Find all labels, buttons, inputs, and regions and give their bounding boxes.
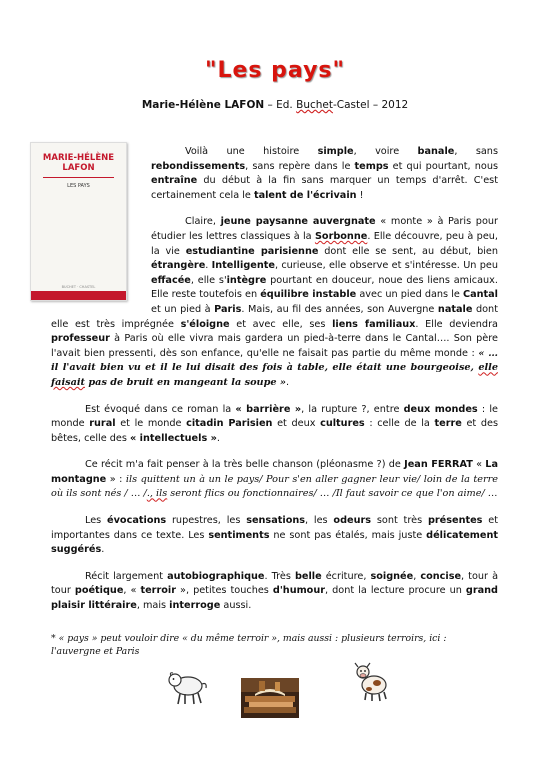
text-run: et deux — [272, 418, 321, 430]
byline-year: 2012 — [381, 99, 409, 111]
footnote: * « pays » peut vouloir dire « du même terroir », mais aussi : plusieurs terroirs, ici : l'auvergne et Paris — [51, 633, 447, 657]
bold-run: autobiographique — [167, 570, 265, 582]
byline — [0, 99, 550, 111]
bold-run: délicatement suggérés — [51, 529, 498, 556]
text-run: . Mais, au fil des années, son Auvergne — [241, 303, 438, 315]
bold-run: professeur — [51, 333, 110, 345]
book-cover-author-line2: LAFON — [62, 163, 95, 173]
text-run: à Paris où elle vivra mais gardera un pied-à-terre dans le Cantal…. Son père l'avait bien pressenti, dès son enfance, qu'elle ne faisait pas partie du même monde : — [51, 333, 498, 359]
text-run: , sans repère dans le — [245, 160, 355, 172]
bold-run: s'éloigne — [180, 318, 230, 330]
bold-run: étrangère — [151, 260, 206, 272]
text-run: et des bêtes, celle des — [51, 418, 499, 444]
text-run: ! — [356, 189, 364, 201]
text-run: « — [472, 459, 486, 471]
text-run: . Elle deviendra — [415, 318, 498, 330]
book-float-spacer — [51, 145, 151, 303]
text-run: , mais — [136, 600, 170, 612]
bold-run: odeurs — [333, 515, 372, 527]
text-run: dont elle se sent, au début, bien — [318, 245, 499, 257]
text-run: . — [216, 432, 220, 444]
text-run: . — [285, 376, 290, 388]
byline-publisher: Buchet — [296, 99, 333, 111]
bold-run: cultures — [320, 418, 365, 430]
text-run: Ce récit m'a fait penser à la très belle chanson (pléonasme ?) de — [85, 459, 405, 471]
bold-run: équilibre instable — [260, 289, 357, 301]
bold-run: terroir — [140, 585, 176, 597]
text-run: », petites touches — [176, 585, 273, 597]
text-run: aussi. — [220, 600, 252, 612]
lyrics-run: ils quittent un à un le pays/ Pour s'en aller gagner leur vie/ loin de la terre où ils sont nés / … / — [51, 473, 498, 500]
text-run: » : — [106, 473, 126, 485]
text-run: . — [205, 260, 212, 272]
page-title: "Les pays" — [205, 58, 345, 83]
text-run: écriture, — [321, 570, 371, 582]
bold-run: « intellectuels » — [130, 432, 217, 444]
text-run: , les — [305, 515, 334, 527]
bold-run: La montagne — [51, 459, 498, 485]
text-run: dont elle est très imprégnée — [51, 303, 498, 330]
quote-run: « … il l'avait bien vu et il le lui disait des fois à table, elle était une bourgeoise, — [51, 347, 498, 374]
text-run: , curieuse, elle observe et s'intéresse. Un peu — [274, 260, 498, 272]
bold-run: temps — [354, 160, 389, 172]
paragraph-3 — [51, 403, 498, 447]
bold-run: talent de l'écrivain — [253, 189, 357, 201]
book-cover-title: LES PAYS — [67, 183, 90, 189]
bold-run: estudiantine parisienne — [185, 245, 319, 257]
cow-icon — [352, 660, 392, 702]
bold-run: rebondissements — [151, 160, 246, 172]
text-run: avec un pied dans le — [356, 289, 463, 301]
bold-run: évocations — [107, 515, 167, 527]
text-run: , sans — [454, 146, 498, 157]
bold-run: sensations — [246, 515, 306, 527]
text-run: . Elle découvre, peu à peu, la vie — [151, 230, 499, 257]
lyrics-run: seront flics ou fonctionnaires/ … /Il faut savoir ce que l'on aime/ … — [167, 488, 498, 500]
bold-run: grand plaisir littéraire — [51, 585, 498, 612]
review-body — [51, 145, 498, 614]
text-run: , elle s' — [190, 274, 227, 286]
text-run: , la rupture ?, entre — [301, 403, 404, 415]
text-run: pourtant en douceur, noue des liens amicaux. Elle reste toutefois en — [151, 274, 498, 301]
quote-run: pas de bruit en mangeant la soupe » — [85, 376, 286, 388]
bold-run: entraîne — [151, 175, 198, 187]
bold-run: Jean FERRAT — [404, 459, 473, 471]
text-run: et qui pourtant, nous — [388, 160, 499, 172]
bold-run: Intelligente — [211, 260, 275, 272]
bold-run: natale — [437, 303, 473, 315]
text-run: « monte » à Paris pour étudier les lettres classiques à la — [151, 216, 498, 242]
text-run: , dont la lecture procure un — [325, 585, 466, 597]
sheep-icon — [166, 666, 210, 708]
bold-run: banale — [417, 146, 455, 157]
bold-run: sentiments — [208, 529, 270, 541]
bold-run: liens familiaux — [332, 318, 416, 330]
text-run: . — [101, 544, 105, 556]
text-run: Est évoqué dans ce roman la — [85, 403, 236, 415]
bold-run: soignée — [370, 570, 414, 582]
text-run: ne sont pas étalés, mais juste — [269, 529, 427, 541]
text-run: et avec elle, ses — [229, 318, 333, 330]
bold-run: rural — [89, 418, 116, 430]
bold-run: Cantal — [462, 289, 498, 301]
text-run: rupestres, les — [166, 515, 247, 527]
lyrics-run: ., ils — [146, 488, 168, 500]
paragraph-4 — [51, 458, 498, 502]
bold-run: citadin Parisien — [186, 418, 273, 430]
bold-run: « barrière » — [235, 403, 302, 415]
byline-sep1: – Ed. — [264, 99, 297, 111]
text-run: sont très — [371, 515, 428, 527]
byline-author: Marie-Hélène LAFON — [141, 99, 265, 111]
text-run: Voilà une histoire — [185, 146, 318, 157]
bold-run: terre — [434, 418, 462, 430]
text-run: Récit largement — [85, 570, 168, 582]
bold-run: concise — [420, 570, 462, 582]
bold-run: Paris — [214, 303, 242, 315]
paragraph-6 — [51, 570, 498, 614]
text-run: , — [413, 570, 421, 582]
byline-publisher-rest: -Castel — [332, 99, 370, 111]
bold-run: Sorbonne — [314, 230, 368, 242]
book-cover-author-line1: MARIE-HÉLÈNE — [42, 153, 115, 163]
book-cover-publisher: BUCHET · CHASTEL — [61, 285, 96, 289]
bold-run: d'humour — [272, 585, 326, 597]
bold-run: belle — [294, 570, 322, 582]
text-run: Les — [85, 515, 108, 527]
bold-run: effacée — [151, 274, 191, 286]
paragraph-5 — [51, 514, 498, 558]
text-run: : le monde — [51, 403, 498, 430]
bold-run: interroge — [169, 600, 221, 612]
bold-run: jeune paysanne auvergnate — [220, 216, 376, 228]
text-run: du début à la fin sans marquer un temps d'arrêt. C'est certainement cela le — [151, 175, 498, 201]
books-icon — [241, 678, 299, 718]
quote-run: elle faisait — [51, 362, 498, 388]
bold-run: poétique — [74, 585, 124, 597]
text-run: Claire, — [185, 216, 221, 228]
byline-sep2: – — [369, 99, 382, 111]
text-run: et le monde — [115, 418, 187, 430]
text-run: . Très — [264, 570, 295, 582]
bold-run: simple — [317, 146, 354, 157]
text-run: , voire — [353, 146, 418, 157]
bold-run: présentes — [427, 515, 483, 527]
text-run: , « — [123, 585, 141, 597]
text-run: et un pied à — [151, 303, 215, 315]
text-run: : celle de la — [364, 418, 435, 430]
text-run: , tour à tour — [51, 570, 499, 597]
bold-run: intègre — [226, 274, 267, 286]
text-run: et importantes dans ce texte. Les — [51, 515, 499, 541]
bold-run: deux mondes — [403, 403, 478, 415]
